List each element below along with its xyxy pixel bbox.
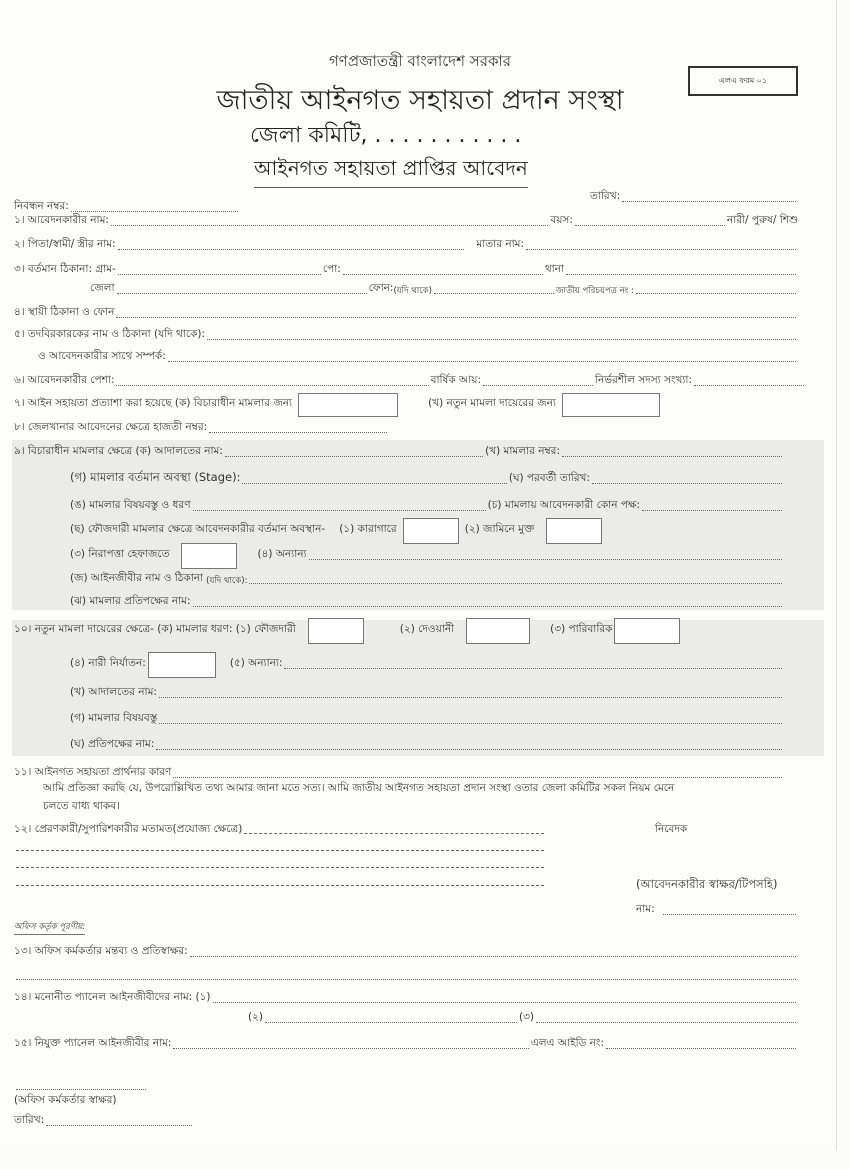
pledge-line-2: চলতে বাধ্য থাকব। (43, 800, 120, 812)
safe-custody-checkbox[interactable] (181, 543, 237, 569)
reason-field[interactable] (173, 777, 782, 778)
new-opponent-label: (ঘ) প্রতিপক্ষের নাম: (70, 738, 155, 750)
pledge-text (43, 779, 803, 815)
relation-field[interactable] (168, 361, 796, 362)
pending-case-checkbox[interactable] (298, 393, 398, 417)
civil-checkbox[interactable] (466, 618, 530, 644)
dependents-label: নির্ভরশীল সদস্য সংখ্যা: (595, 374, 692, 386)
office-date-field[interactable] (46, 1125, 192, 1126)
case-number-label: (খ) মামলার নম্বর: (485, 445, 560, 457)
form-code-badge: এলএ ফরম ০১ (688, 66, 798, 96)
representative-label: ৫। তদবিরকারকের নাম ও ঠিকানা (যদি থাকে): (14, 328, 206, 340)
women-abuse-label: (৪) নারী নির্যাতন: (70, 657, 146, 669)
panel-lawyer-2-label: (২) (248, 1011, 264, 1023)
mother-name-label: মাতার নাম: (476, 238, 524, 250)
phone-field[interactable] (434, 293, 554, 294)
appointed-lawyer-label: ১৫। নিযুক্ত প্যানেল আইনজীবীর নাম: (14, 1037, 172, 1049)
la-id-field[interactable] (606, 1048, 796, 1049)
new-case-checkbox[interactable] (562, 393, 660, 417)
relation-label: ও আবেদনকারীর সাথে সম্পর্ক: (38, 350, 166, 362)
case-number-field[interactable] (562, 456, 782, 457)
recommendation-line[interactable] (16, 850, 544, 851)
lawyer-field[interactable] (249, 583, 782, 584)
office-use-heading: অফিস কর্তৃক পূরণীয়: (14, 920, 85, 935)
age-field[interactable] (575, 225, 725, 226)
case-stage-label: (গ) মামলার বর্তমান অবস্থা (Stage): (70, 470, 241, 484)
submitter-label: নিবেদক (655, 823, 688, 835)
age-label: বয়স: (550, 214, 573, 226)
officer-comment-field[interactable] (190, 956, 796, 957)
panel-lawyer-2-field[interactable] (265, 1022, 517, 1023)
new-case-label: (খ) নতুন মামলা দায়েরের জন্য (428, 397, 556, 409)
la-id-label: এলএ আইডি নং: (530, 1037, 604, 1049)
case-type-label: ১০। নতুন মামলা দায়েরের ক্ষেত্রে- (ক) মামলার ধরণ: (১) ফৌজদারী (14, 623, 296, 635)
opponent-field[interactable] (193, 606, 782, 607)
case-subject-label: (ঙ) মামলার বিষয়বস্তু ও ধরণ (70, 499, 191, 511)
new-court-label: (খ) আদালতের নাম: (70, 686, 157, 698)
nid-label: জাতীয় পরিচয়পত্র নং : (555, 286, 634, 296)
thana-field[interactable] (566, 274, 796, 275)
reason-label: ১১। আইনগত সহায়তা প্রার্থনার কারণ (14, 766, 172, 778)
lawyer-label: (জ) আইনজীবীর নাম ও ঠিকানা (70, 572, 204, 584)
criminal-status-label: (ছ) ফৌজদারী মামলার ক্ষেত্রে আবেদনকারীর বর্তমান অবস্থান- (70, 523, 326, 535)
prisoner-number-field[interactable] (209, 432, 387, 433)
post-label: পো: (322, 263, 341, 275)
women-abuse-checkbox[interactable] (148, 652, 216, 678)
applicant-name-field[interactable] (111, 225, 548, 226)
pledge-line-1: আমি প্রতিজ্ঞা করছি যে, উপরোল্লিখিত তথ্য আমার জানা মতে সত্য। আমি জাতীয় আইনগত সহায়তা প্রদান সংস্থা ওতার জেলা কমিটির সকল নিয়ম মেনে (43, 782, 675, 794)
village-field[interactable] (118, 274, 321, 275)
officer-signature-field[interactable] (16, 1089, 146, 1090)
officer-comment-label: ১৩। অফিস কর্মকর্তার মন্তব্য ও প্রতিস্বাক্ষর: (14, 945, 188, 957)
safe-custody-label: (৩) নিরাপত্তা হেফাজতে (70, 548, 170, 560)
applicant-name-sign-label: নাম: (636, 903, 655, 915)
agency-name: জাতীয় আইনগত সহায়তা প্রদান সংস্থা (216, 85, 624, 116)
other-type-field[interactable] (284, 668, 782, 669)
nid-field[interactable] (636, 293, 796, 294)
phone-label: ফোন: (368, 282, 394, 294)
recommendation-line[interactable] (16, 885, 544, 886)
court-name-label: ৯। বিচারাধীন মামলার ক্ষেত্রে (ক) আদালতের নাম: (14, 445, 223, 457)
party-field[interactable] (642, 510, 782, 511)
applicant-name-label: ১। আবেদনকারীর নাম: (14, 214, 109, 226)
officer-signature-label: (অফিস কর্মকর্তার স্বাক্ষর) (14, 1094, 117, 1106)
panel-lawyer-3-label: (৩) (518, 1011, 534, 1023)
income-label: বার্ষিক আয়: (430, 374, 481, 386)
government-name: গণপ্রজাতন্ত্রী বাংলাদেশ সরকার (328, 52, 512, 70)
applicant-signature-label: (আবেদনকারীর স্বাক্ষর/টিপসহি) (636, 877, 778, 891)
appointed-lawyer-field[interactable] (173, 1048, 528, 1049)
address-village-label: ৩। বর্তমান ঠিকানা: গ্রাম- (14, 263, 116, 275)
next-date-label: (ঘ) পরবর্তী তারিখ: (508, 472, 590, 484)
panel-lawyer-3-field[interactable] (536, 1022, 796, 1023)
party-label: (চ) মামলায় আবেদনকারী কোন পক্ষ: (487, 499, 640, 511)
registration-label: নিবন্ধন নম্বর: (14, 200, 69, 212)
phone-note: (যদি থাকে) (393, 286, 432, 296)
guardian-name-field[interactable] (118, 249, 465, 250)
recommendation-line[interactable] (16, 867, 544, 868)
jail-checkbox[interactable] (403, 518, 459, 544)
panel-lawyers-label: ১৪। মনোনীত প্যানেল আইনজীবীদের নাম: (১) (14, 991, 211, 1003)
court-name-field[interactable] (225, 456, 483, 457)
applicant-name-sign-field[interactable] (663, 914, 796, 915)
representative-field[interactable] (207, 339, 796, 340)
civil-label: (২) দেওয়ানী (399, 623, 455, 635)
new-subject-label: (গ) মামলার বিষয়বস্তু (70, 712, 158, 724)
case-subject-field[interactable] (193, 510, 486, 511)
new-subject-field[interactable] (159, 723, 782, 724)
family-checkbox[interactable] (614, 618, 680, 644)
lawyer-note: (যদি থাকে): (206, 576, 248, 586)
other-status-field[interactable] (309, 559, 782, 560)
bail-label: (২) জামিনে মুক্ত (464, 523, 535, 535)
recommendation-field[interactable] (244, 833, 544, 834)
date-field[interactable] (622, 201, 796, 202)
jail-label: (১) কারাগারে (339, 523, 397, 535)
permanent-address-field[interactable] (116, 317, 796, 318)
occupation-field[interactable] (116, 385, 428, 386)
district-label: জেলা (90, 282, 115, 294)
form-title: আইনগত সহায়তা প্রাপ্তির আবেদন (254, 154, 528, 188)
pending-case-label: ৭। আইন সহায়তা প্রত্যাশা করা হয়েছে (ক) বিচারাধীন মামলার জন্য (14, 397, 293, 409)
post-field[interactable] (343, 274, 543, 275)
other-status-label: (৪) অন্যান্য (257, 548, 307, 560)
new-court-field[interactable] (159, 697, 782, 698)
panel-lawyer-1-field[interactable] (213, 1002, 796, 1003)
other-type-label: (৫) অন্যান্য: (229, 657, 283, 669)
recommendation-label: ১২। প্রেরণকারী/সুপারিশকারীর মতামত(প্রযোজ্য ক্ষেত্রে) (14, 823, 243, 835)
thana-label: থানা (544, 263, 564, 275)
family-label: (৩) পারিবারিক (550, 623, 613, 635)
occupation-label: ৬। আবেদনকারীর পেশা: (14, 374, 115, 386)
case-stage-field[interactable] (242, 483, 506, 484)
income-field[interactable] (483, 385, 593, 386)
permanent-address-label: ৪। স্থায়ী ঠিকানা ও ফোন (14, 306, 115, 318)
mother-name-field[interactable] (526, 249, 796, 250)
dependents-field[interactable] (694, 385, 804, 386)
office-date-label: তারিখ: (14, 1114, 45, 1126)
opponent-label: (ঝ) মামলার প্রতিপক্ষের নাম: (70, 595, 191, 607)
guardian-name-label: ২। পিতা/স্বামী/ স্ত্রীর নাম: (14, 238, 116, 250)
date-label: তারিখ: (590, 190, 621, 202)
gender-options[interactable]: নারী/ পুরুষ/ শিশু (726, 214, 798, 226)
officer-comment-line[interactable] (16, 979, 796, 980)
criminal-checkbox[interactable] (308, 618, 364, 644)
prisoner-number-label: ৮। জেলখানার আবেদনের ক্ষেত্রে হাজতী নম্বর: (14, 421, 208, 433)
next-date-field[interactable] (592, 483, 782, 484)
bail-checkbox[interactable] (546, 518, 602, 544)
district-field[interactable] (117, 293, 367, 294)
new-opponent-field[interactable] (156, 749, 782, 750)
district-committee: জেলা কমিটি, . . . . . . . . . . . (250, 123, 522, 148)
